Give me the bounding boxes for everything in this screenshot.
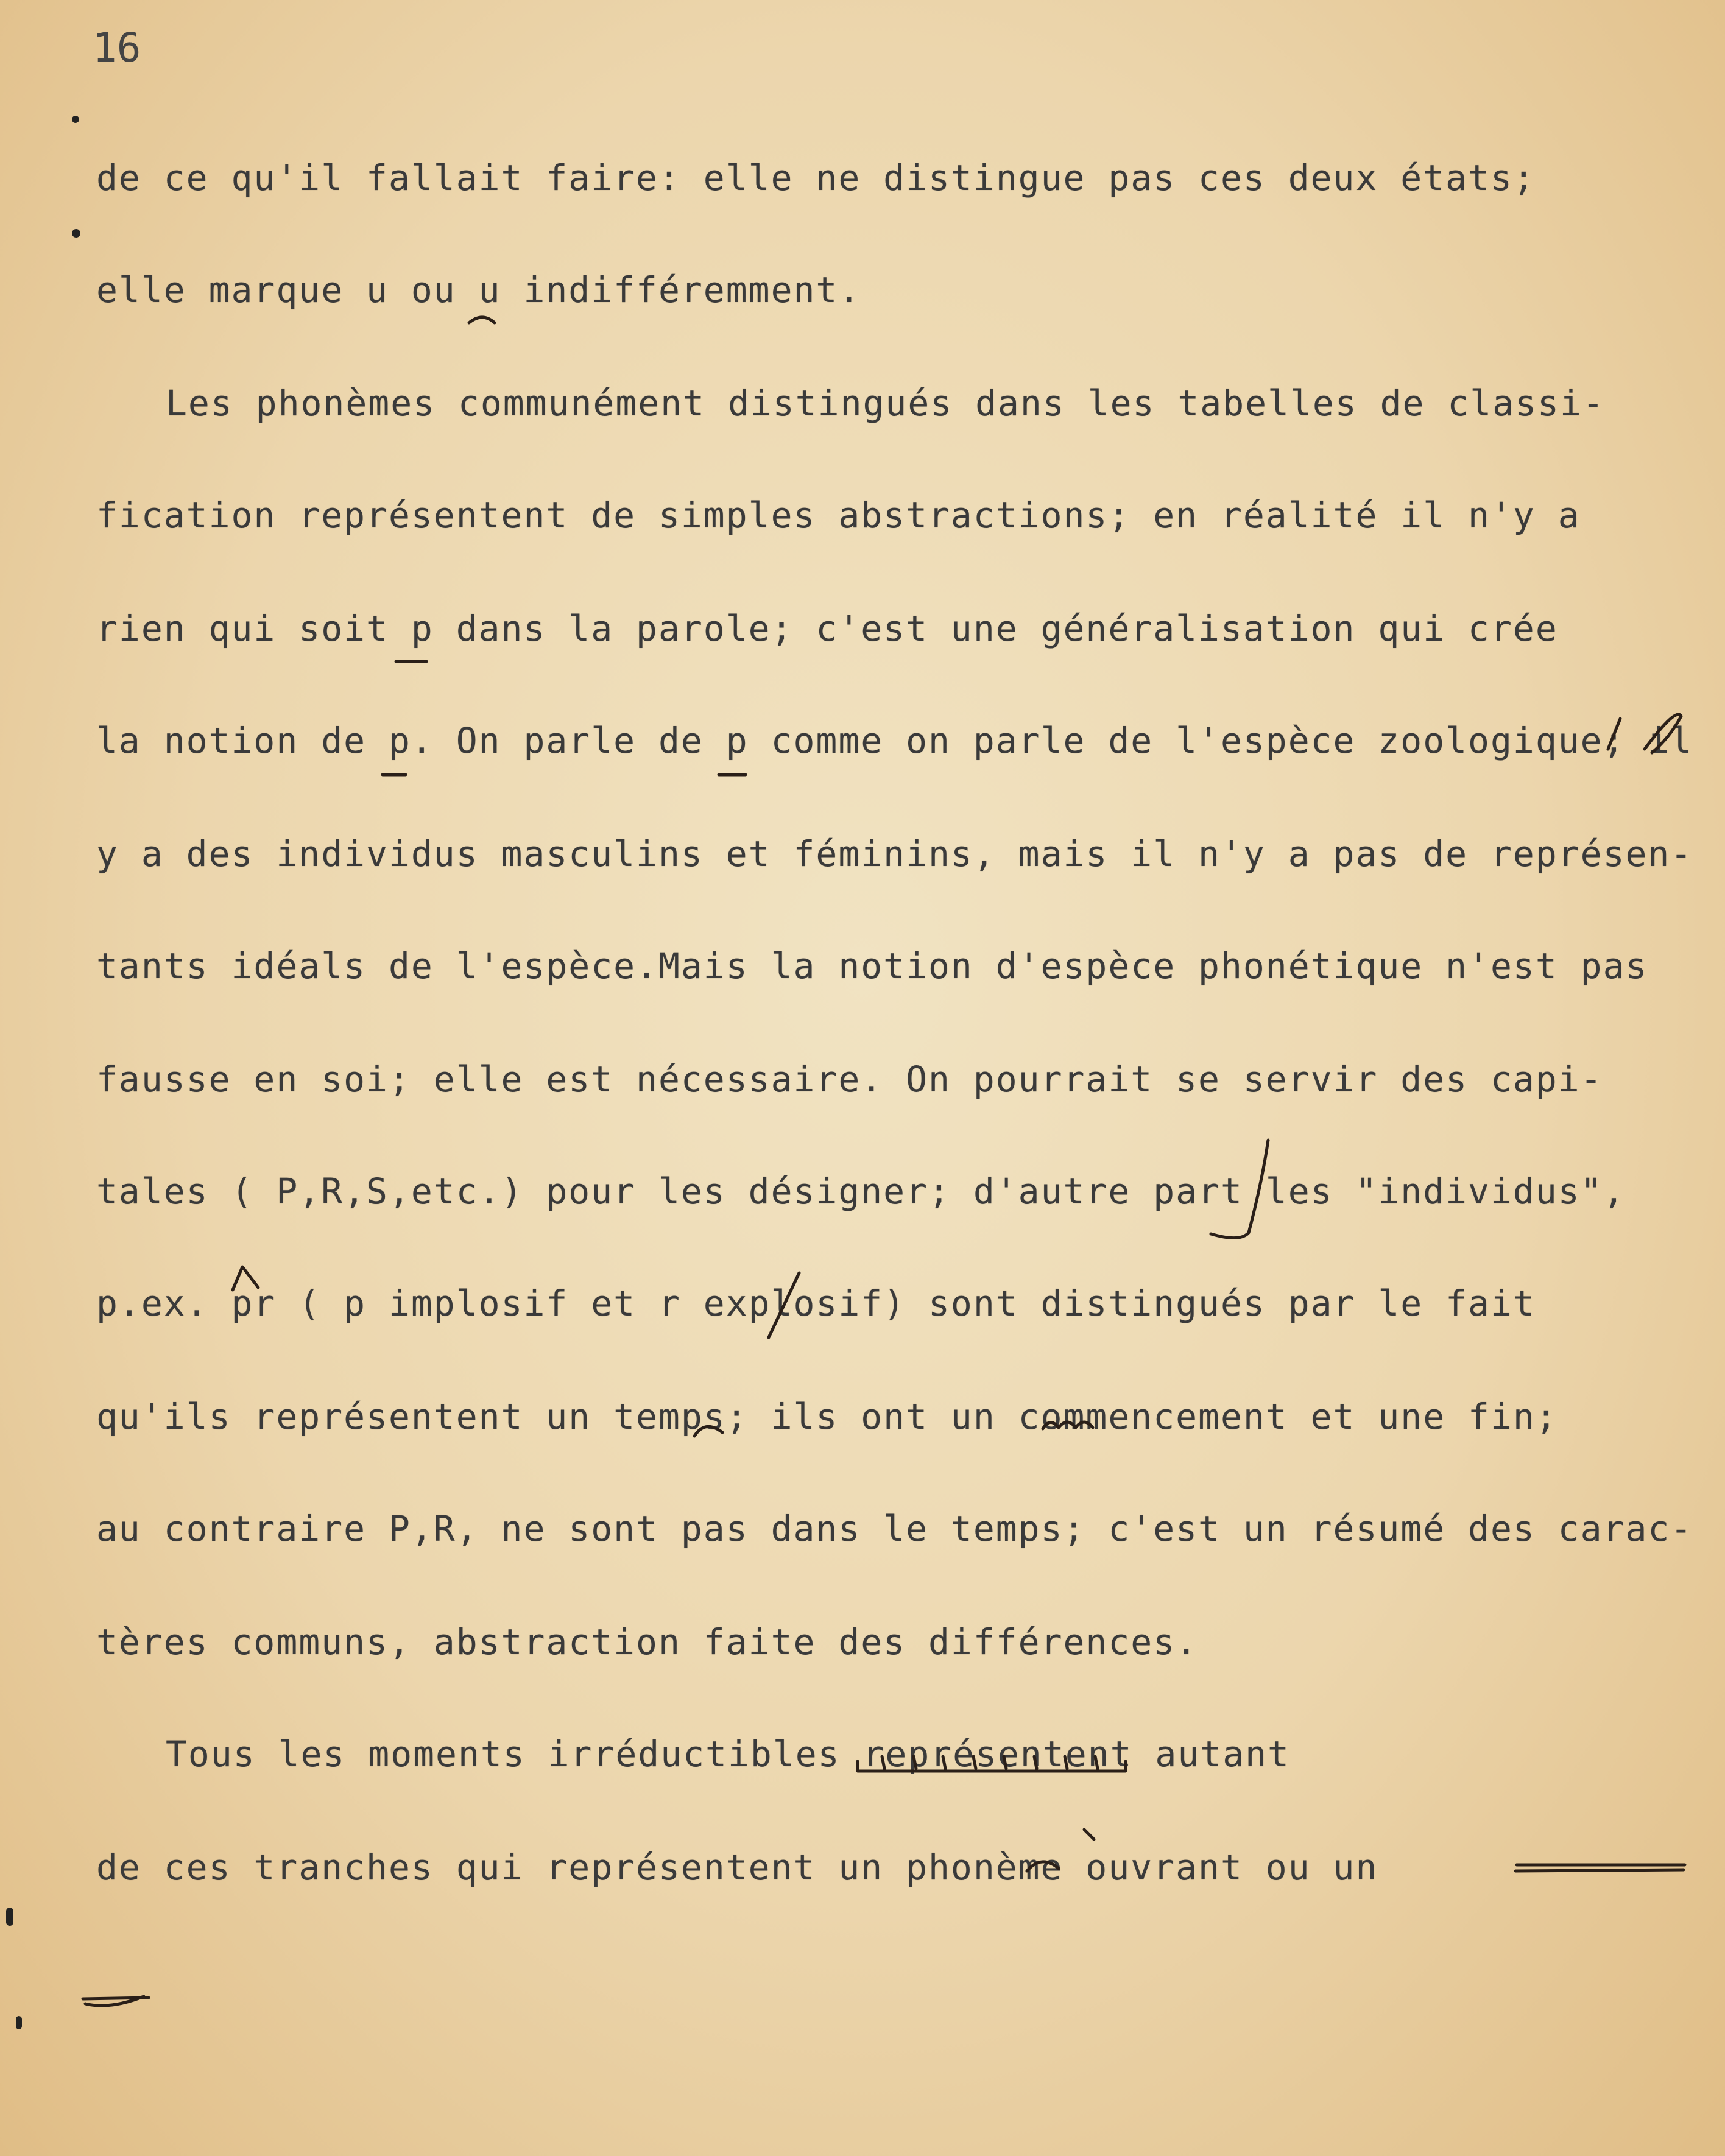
margin-dot <box>72 229 80 238</box>
text-line-14: tères communs, abstraction faite des différences. <box>96 1621 1199 1663</box>
text-line-13: au contraire P,R, ne sont pas dans le temps; c'est un résumé des carac- <box>96 1508 1693 1549</box>
strike-through <box>1515 1870 1684 1871</box>
text-line-15: Tous les moments irréductibles représentent autant <box>166 1733 1290 1775</box>
text-line-6: la notion de p. On parle de p comme on parle de l'espèce zoologique; il <box>96 720 1693 761</box>
text-line-11: p.ex. pr ( p implosif et r explosif) sont distingués par le fait <box>96 1283 1536 1324</box>
text-line-5: rien qui soit p dans la parole; c'est une généralisation qui crée <box>96 608 1558 649</box>
text-line-10: tales ( P,R,S,etc.) pour les désigner; d'autre part les "individus", <box>96 1171 1626 1212</box>
text-line-4: fication représentent de simples abstractions; en réalité il n'y a <box>96 495 1581 536</box>
strike-through <box>85 1996 144 2006</box>
strike-through <box>83 1998 149 1999</box>
text-line-12: qu'ils représentent un temps; ils ont un commencement et une fin; <box>96 1396 1558 1437</box>
text-line-8: tants idéals de l'espèce.Mais la notion d'espèce phonétique n'est pas <box>96 945 1648 987</box>
text-line-9: fausse en soi; elle est nécessaire. On pourrait se servir des capi- <box>96 1059 1603 1100</box>
margin-dot <box>6 1908 13 1926</box>
breve-mark <box>469 317 495 323</box>
text-line-1: de ce qu'il fallait faire: elle ne distingue pas ces deux états; <box>96 157 1536 199</box>
text-line-16: de ces tranches qui représentent un phonème ouvrant ou un <box>96 1847 1378 1888</box>
accent-mark <box>1084 1830 1094 1839</box>
text-line-3: Les phonèmes communément distingués dans les tabelles de classi- <box>166 382 1605 424</box>
margin-dot <box>72 116 79 123</box>
text-line-2: elle marque u ou u indifféremment. <box>96 269 861 311</box>
page-number: 16 <box>93 24 141 71</box>
margin-dot <box>16 2016 22 2029</box>
text-line-7: y a des individus masculins et féminins, mais il n'y a pas de représen- <box>96 833 1693 875</box>
